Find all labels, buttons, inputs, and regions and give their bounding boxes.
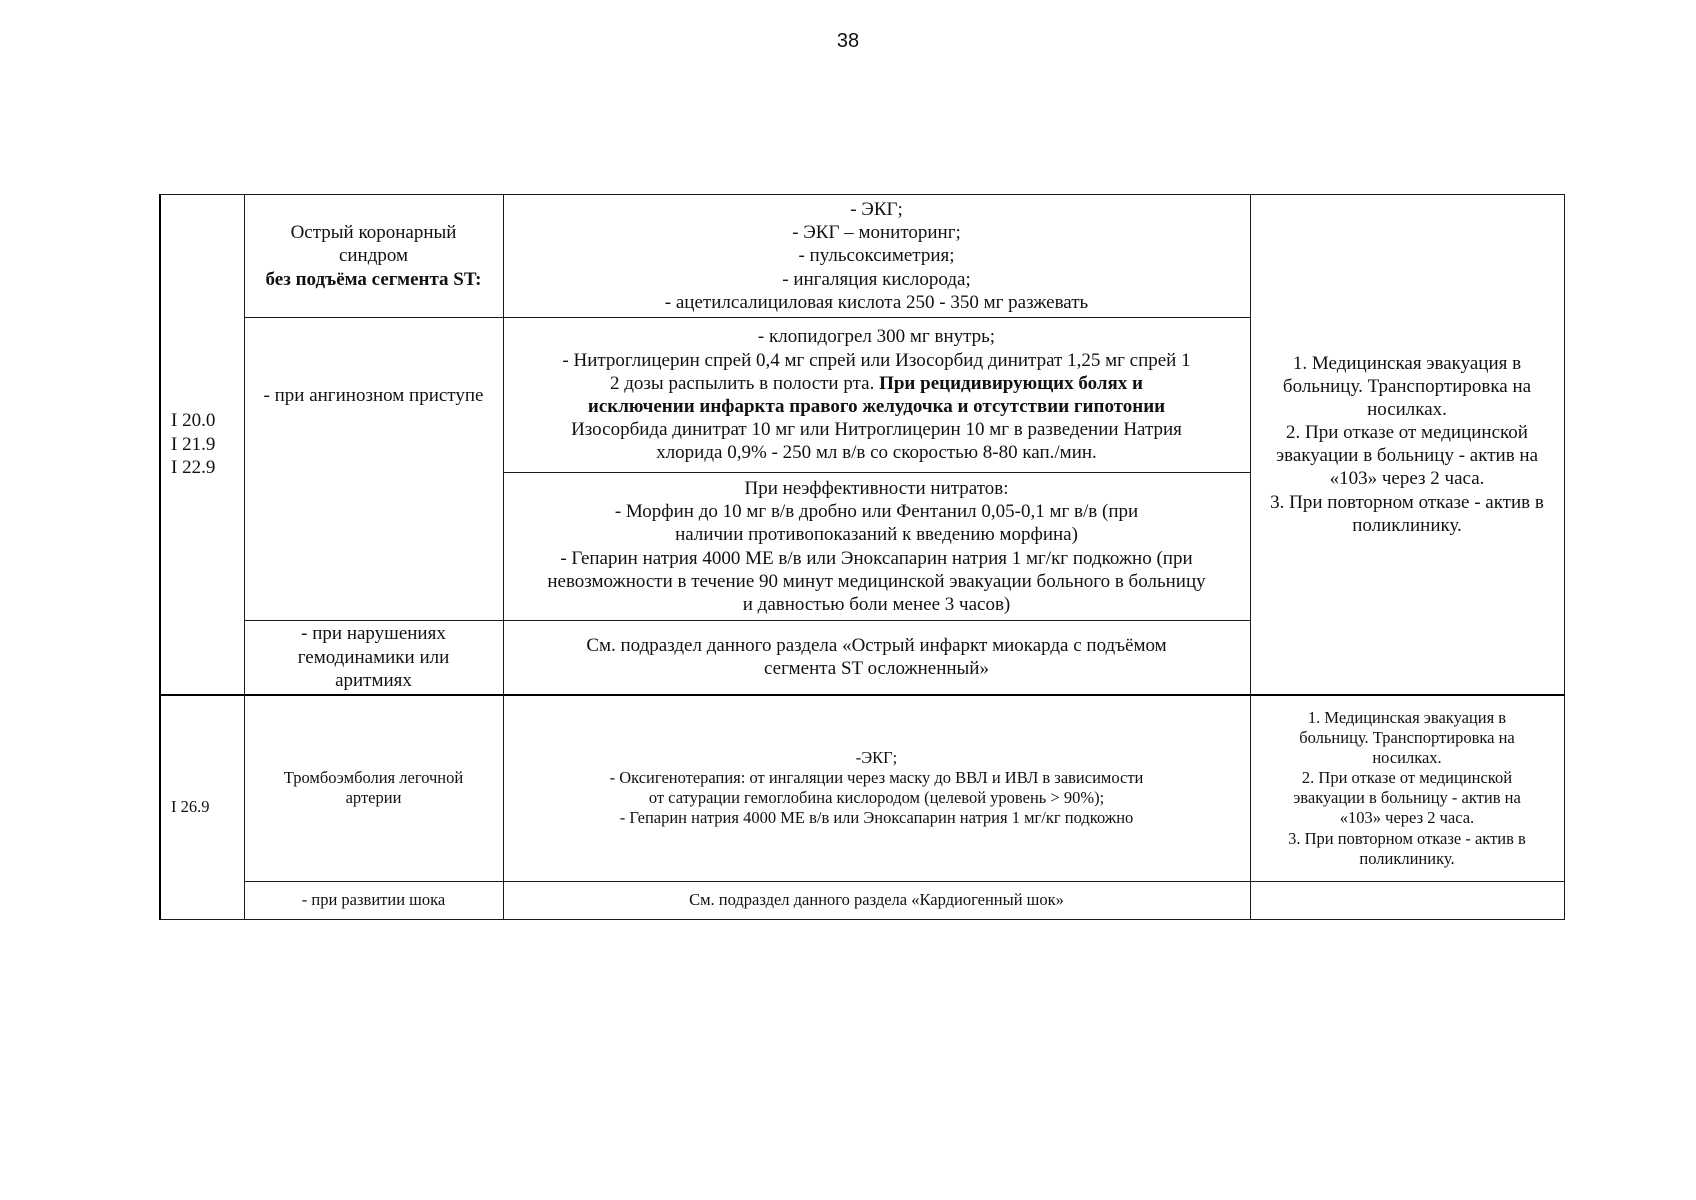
shock-label: - при развитии шока (244, 882, 503, 920)
protocol-table (159, 194, 1565, 920)
treatment-nitrates-ineffective: При неэффективности нитратов: - Морфин до 10 мг в/в дробно или Фентанил 0,05-0,1 мг в/в (при наличии противопоказаний к введению морфина) - Гепарин натрия 4000 МЕ в/в или Эноксапарин натрия 1 мг/кг подкожно (при невозможности в течение 90 минут медицинской эвакуации больного в больницу и давностью боли менее 3 часов) (503, 473, 1250, 621)
icd-code-pe: I 26.9 (160, 695, 244, 920)
hemodynamics-reference: См. подраздел данного раздела «Острый инфаркт миокарда с подъёмом сегмента ST осложненный» (503, 621, 1250, 695)
anginal-mixed-bold: При рецидивирующих болях и (879, 372, 1143, 394)
evacuation-acs: 1. Медицинская эвакуация в больницу. Транспортировка на носилках. 2. При отказе от медицинской эвакуации в больницу - актив на «103» через 2 часа. 3. При повторном отказе - актив в поликлинику. (1250, 195, 1564, 695)
shock-reference: См. подраздел данного раздела «Кардиогенный шок» (503, 882, 1250, 920)
anginal-attack-label: - при ангинозном приступе (244, 318, 503, 473)
treatment-pe: -ЭКГ; - Оксигенотерапия: от ингаляции через маску до ВВЛ и ИВЛ в зависимости от сатурации гемоглобина кислородом (целевой уровень > 90%); - Гепарин натрия 4000 МЕ в/в или Эноксапарин натрия 1 мг/кг подкожно (503, 695, 1250, 882)
hemodynamics-label: - при нарушениях гемодинамики или аритмиях (244, 621, 503, 695)
evacuation-pe: 1. Медицинская эвакуация в больницу. Транспортировка на носилках. 2. При отказе от медицинской эвакуации в больницу - актив на «103» через 2 часа. 3. При повторном отказе - актив в поликлинику. (1250, 695, 1564, 882)
treatment-acs-basic: - ЭКГ; - ЭКГ – мониторинг; - пульсоксиметрия; - ингаляция кислорода; - ацетилсалициловая кислота 250 - 350 мг разжевать (503, 195, 1250, 318)
anginal-mixed-plain: 2 дозы распылить в полости рта. (610, 372, 875, 394)
icd-codes-acs: I 20.0 I 21.9 I 22.9 (160, 195, 244, 695)
page-number: 38 (836, 30, 860, 52)
condition-acs: Острый коронарный синдром без подъёма сегмента ST: (244, 195, 503, 318)
shock-evacuation (1250, 882, 1564, 920)
anginal-attack-label-continued (244, 473, 503, 621)
treatment-anginal-attack: - клопидогрел 300 мг внутрь; - Нитроглицерин спрей 0,4 мг спрей или Изосорбид динитрат 1,25 мг спрей 1 2 дозы распылить в полости рта. При рецидивирующих болях и исключении инфаркта правого желудочка и отсутствии гипотонии Изосорбида динитрат 10 мг или Нитроглицерин 10 мг в разведении Натрия хлорида 0,9% - 250 мл в/в со скоростью 8-80 кап./мин. (503, 318, 1250, 473)
condition-pe: Тромбоэмболия легочной артерии (244, 695, 503, 882)
